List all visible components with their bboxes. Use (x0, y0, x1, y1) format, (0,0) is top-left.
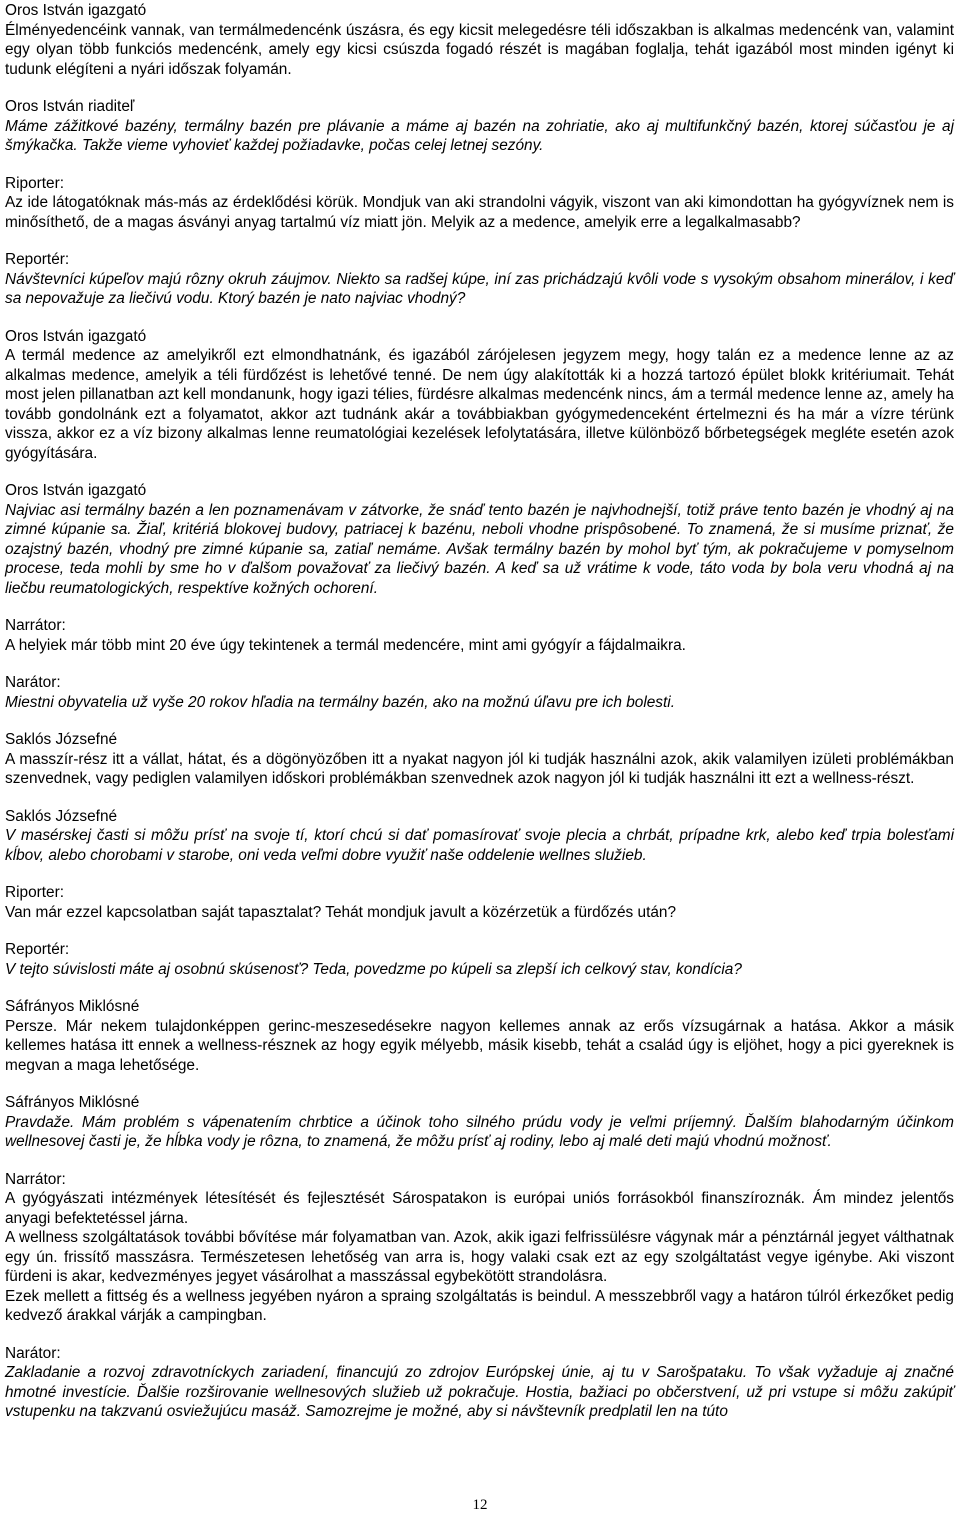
speaker-label: Narátor: (5, 1344, 61, 1362)
speech-paragraph: Najviac asi termálny bazén a len poznamenávam v zátvorke, že snáď tento bazén je najvhodnejší, totiž práve tento bazén je vhodný aj na zimné kúpanie sa. Žiaľ, kritériá blokovej budovy, patriacej k bazénu, neboli vhodne prispôsobené. To znamená, že si musíme priznať, že ozajstný bazén, vhodný pre zimné kúpanie sa, zatiaľ nemáme. Avšak termálny bazén by mohol byť tým, ak pokračujeme v pomyselnom procese, teda mohli by sme ho v ďalšom považovať za liečivý bazén. A keď sa už vrátime k vode, táto voda by bola veru vhodná aj na liečbu reumatologických, respektíve kožných ochorení. (5, 501, 954, 597)
speaker-label: Reportér: (5, 941, 70, 958)
speech-paragraph: A masszír-rész itt a vállat, hátat, és a dögönyözőben itt a nyakat nagyon jól ki tudják használni azok, akik valamilyen izületi problémákban szenvednek, vagy pediglen valamilyen időskori problémákban szenvednek azok nagyon jól ki tudják használni itt ezt a wellness-részt. (5, 750, 954, 787)
transcript-block (5, 673, 954, 712)
transcript-block (5, 807, 954, 866)
speech-paragraph: A gyógyászati intézmények létesítését és fejlesztését Sárospatakon is európai uniós forrásokból finanszíroznák. Ám mindez jelentős anyagi befektetéssel járna. (5, 1190, 954, 1227)
speech-paragraph: V tejto súvislosti máte aj osobnú skúsenosť? Teda, povedzme po kúpeli sa zlepší ich celkový stav, kondícia? (5, 960, 742, 978)
page-number: 12 (472, 1497, 488, 1513)
transcript-block (5, 97, 954, 156)
transcript-block (5, 730, 954, 789)
speaker-label: Oros István igazgató (5, 2, 147, 19)
speech-paragraph: A helyiek már több mint 20 éve úgy tekintenek a termál medencére, mint ami gyógyír a fájdalmaikra. (5, 636, 686, 654)
speaker-label: Sáfrányos Miklósné (5, 1094, 140, 1111)
transcript-block (5, 616, 954, 655)
speaker-label: Saklós Józsefné (5, 731, 118, 748)
transcript-block (5, 481, 954, 598)
speaker-label: Reportér: (5, 251, 70, 268)
transcript-block (5, 174, 954, 233)
speaker-label: Narátor: (5, 674, 61, 691)
transcript-block (5, 883, 954, 922)
speaker-label: Oros István igazgató (5, 482, 147, 499)
transcript-block (5, 1093, 954, 1152)
transcript-block (5, 1344, 954, 1422)
speech-paragraph: Návštevníci kúpeľov majú rôzny okruh záujmov. Niekto sa radšej kúpe, iní zas prichádzajú kvôli vode s vysokým obsahom minerálov, i keď sa nepovažuje za liečivú vodu. Ktorý bazén je nato najviac vhodný? (5, 270, 954, 307)
speaker-label: Narrátor: (5, 617, 66, 634)
speaker-label: Oros István igazgató (5, 327, 147, 345)
speaker-label: Riporter: (5, 884, 65, 901)
speech-paragraph: Pravdaže. Mám problém s vápenatením chrbtice a účinok toho silného prúdu vody je veľmi príjemný. Ďalším blahodarným účinkom wellnesovej časti je, že hĺbka vody je rôzna, to znamená, že môžu prísť aj rodiny, lebo aj malé deti majú vhodnú možnosť. (5, 1113, 954, 1150)
speaker-label: Sáfrányos Miklósné (5, 998, 140, 1015)
speech-paragraph: Élményedencéink vannak, van termálmedencénk úszásra, és egy kicsit melegedésre téli időszakban is alkalmas medencénk van, valamint egy olyan több funkciós medencénk, amely egy kicsi csúszda fogadó részét is magában foglalja, tehát igazából most minden igényt ki tudunk elégíteni a nyári időszak folyamán. (5, 21, 954, 78)
transcript-block (5, 940, 954, 979)
transcript-block (5, 1170, 954, 1326)
speech-paragraph: Persze. Már nekem tulajdonképpen gerinc-meszesedésekre nagyon kellemes annak az erős vízsugárnak a hatása. Akkor a másik kellemes hatása itt ennek a wellness-résznek az hogy egyik mélyebb, másik kisebb, tehát a család úgy is eljöhet, hogy a pici gyereknek is megvan a maga lehetősége. (5, 1017, 954, 1074)
speech-paragraph: Miestni obyvatelia už vyše 20 rokov hľadia na termálny bazén, ako na možnú úľavu pre ich bolesti. (5, 693, 675, 711)
speaker-label: Riporter: (5, 174, 65, 192)
transcript-block (5, 327, 954, 464)
speech-paragraph: Máme zážitkové bazény, termálny bazén pre plávanie a máme aj bazén na zohriatie, ako aj multifunkčný bazén, ktorej súčasťou je aj šmýkačka. Takže vieme vyhovieť každej požiadavke, počas celej letnej sezóny. (5, 117, 954, 154)
transcript-block (5, 250, 954, 309)
speaker-label: Saklós Józsefné (5, 807, 118, 825)
speech-paragraph: V masérskej časti si môžu prísť na svoje tí, ktorí chcú si dať pomasírovať svoje plecia a chrbát, prípadne krk, alebo keď trpia bolesťami kĺbov, alebo chorobami v starobe, oni veda veľmi dobre využiť naše oddelenie wellnes služieb. (5, 827, 954, 864)
speech-paragraph: Van már ezzel kapcsolatban saját tapasztalat? Tehát mondjuk javult a közérzetük a fürdőzés után? (5, 903, 677, 921)
speech-paragraph: Az ide látogatóknak más-más az érdeklődési körük. Mondjuk van aki strandolni vágyik, viszont van aki kimondottan ha gyógyvíznek nem is minősíthető, de a magas ásványi anyag tartalmú víz miatt jön. Melyik az a medence, amelyik erre a legalkalmasabb? (5, 194, 954, 231)
transcript-block (5, 1, 954, 79)
speech-paragraph: A wellness szolgáltatások további bővítése már folyamatban van. Azok, akik igazi felfrissülésre vágynak már a pénztárnál jegyet válthatnak egy ún. frissítő masszásra. Természetesen lehetőség van arra is, hogy valaki csak ezt az egy szolgáltatást vegye igénybe. Aki viszont fürdeni is akar, kedvezményes jegyet vásárolhat a masszással egybekötött strandolásra. (5, 1229, 954, 1285)
speaker-label: Narrátor: (5, 1170, 66, 1188)
document-body (5, 1, 954, 1440)
speech-paragraph: Zakladanie a rozvoj zdravotníckych zariadení, financujú zo zdrojov Európskej únie, aj tu v Sarošpataku. To však vyžaduje aj značné hmotné investície. Ďalšie rozširovanie wellnesových služieb už pokračuje. Hostia, bažiaci po občerstvení, už pri vstupe si môžu zakúpiť vstupenku na takzvanú osviežujúcu masáž. Samozrejme je možné, aby si návštevník predplatil len na túto (5, 1364, 954, 1420)
speech-paragraph: Ezek mellett a fittség és a wellness jegyében nyáron a spraing szolgáltatás is beindul. A messzebbről vagy a határon túlról érkezőket pedig kedvező árakkal várják a campingban. (5, 1287, 954, 1324)
speaker-label: Oros István riaditeľ (5, 98, 135, 115)
transcript-block (5, 997, 954, 1075)
speech-paragraph: A termál medence az amelyikről ezt elmondhatnánk, és igazából zárójelesen jegyzem megy, hogy talán ez a medence lenne az az alkalmas medence, amelyik a téli fürdőzést is lehetővé tenné. De nem úgy alakították ki a hozzá tartozó épület blokk kritériumait. Tehát most jelen pillanatban azt kell mondanunk, hogy igazi télies, fürdésre alkalmas medencénk nincs, ám a termál medence lenne az, amely ha tovább gondolnánk ezt a folyamatot, akkor azt tudnánk akár a továbbiakban gyógymedenceként értelmezni és ha már a vízre térünk vissza, akkor ez a víz bizony alkalmas lenne reumatológiai kezelések lefolytatására, illetve különböző bőrbetegségek megléte esetén azok gyógyítására. (5, 347, 954, 462)
